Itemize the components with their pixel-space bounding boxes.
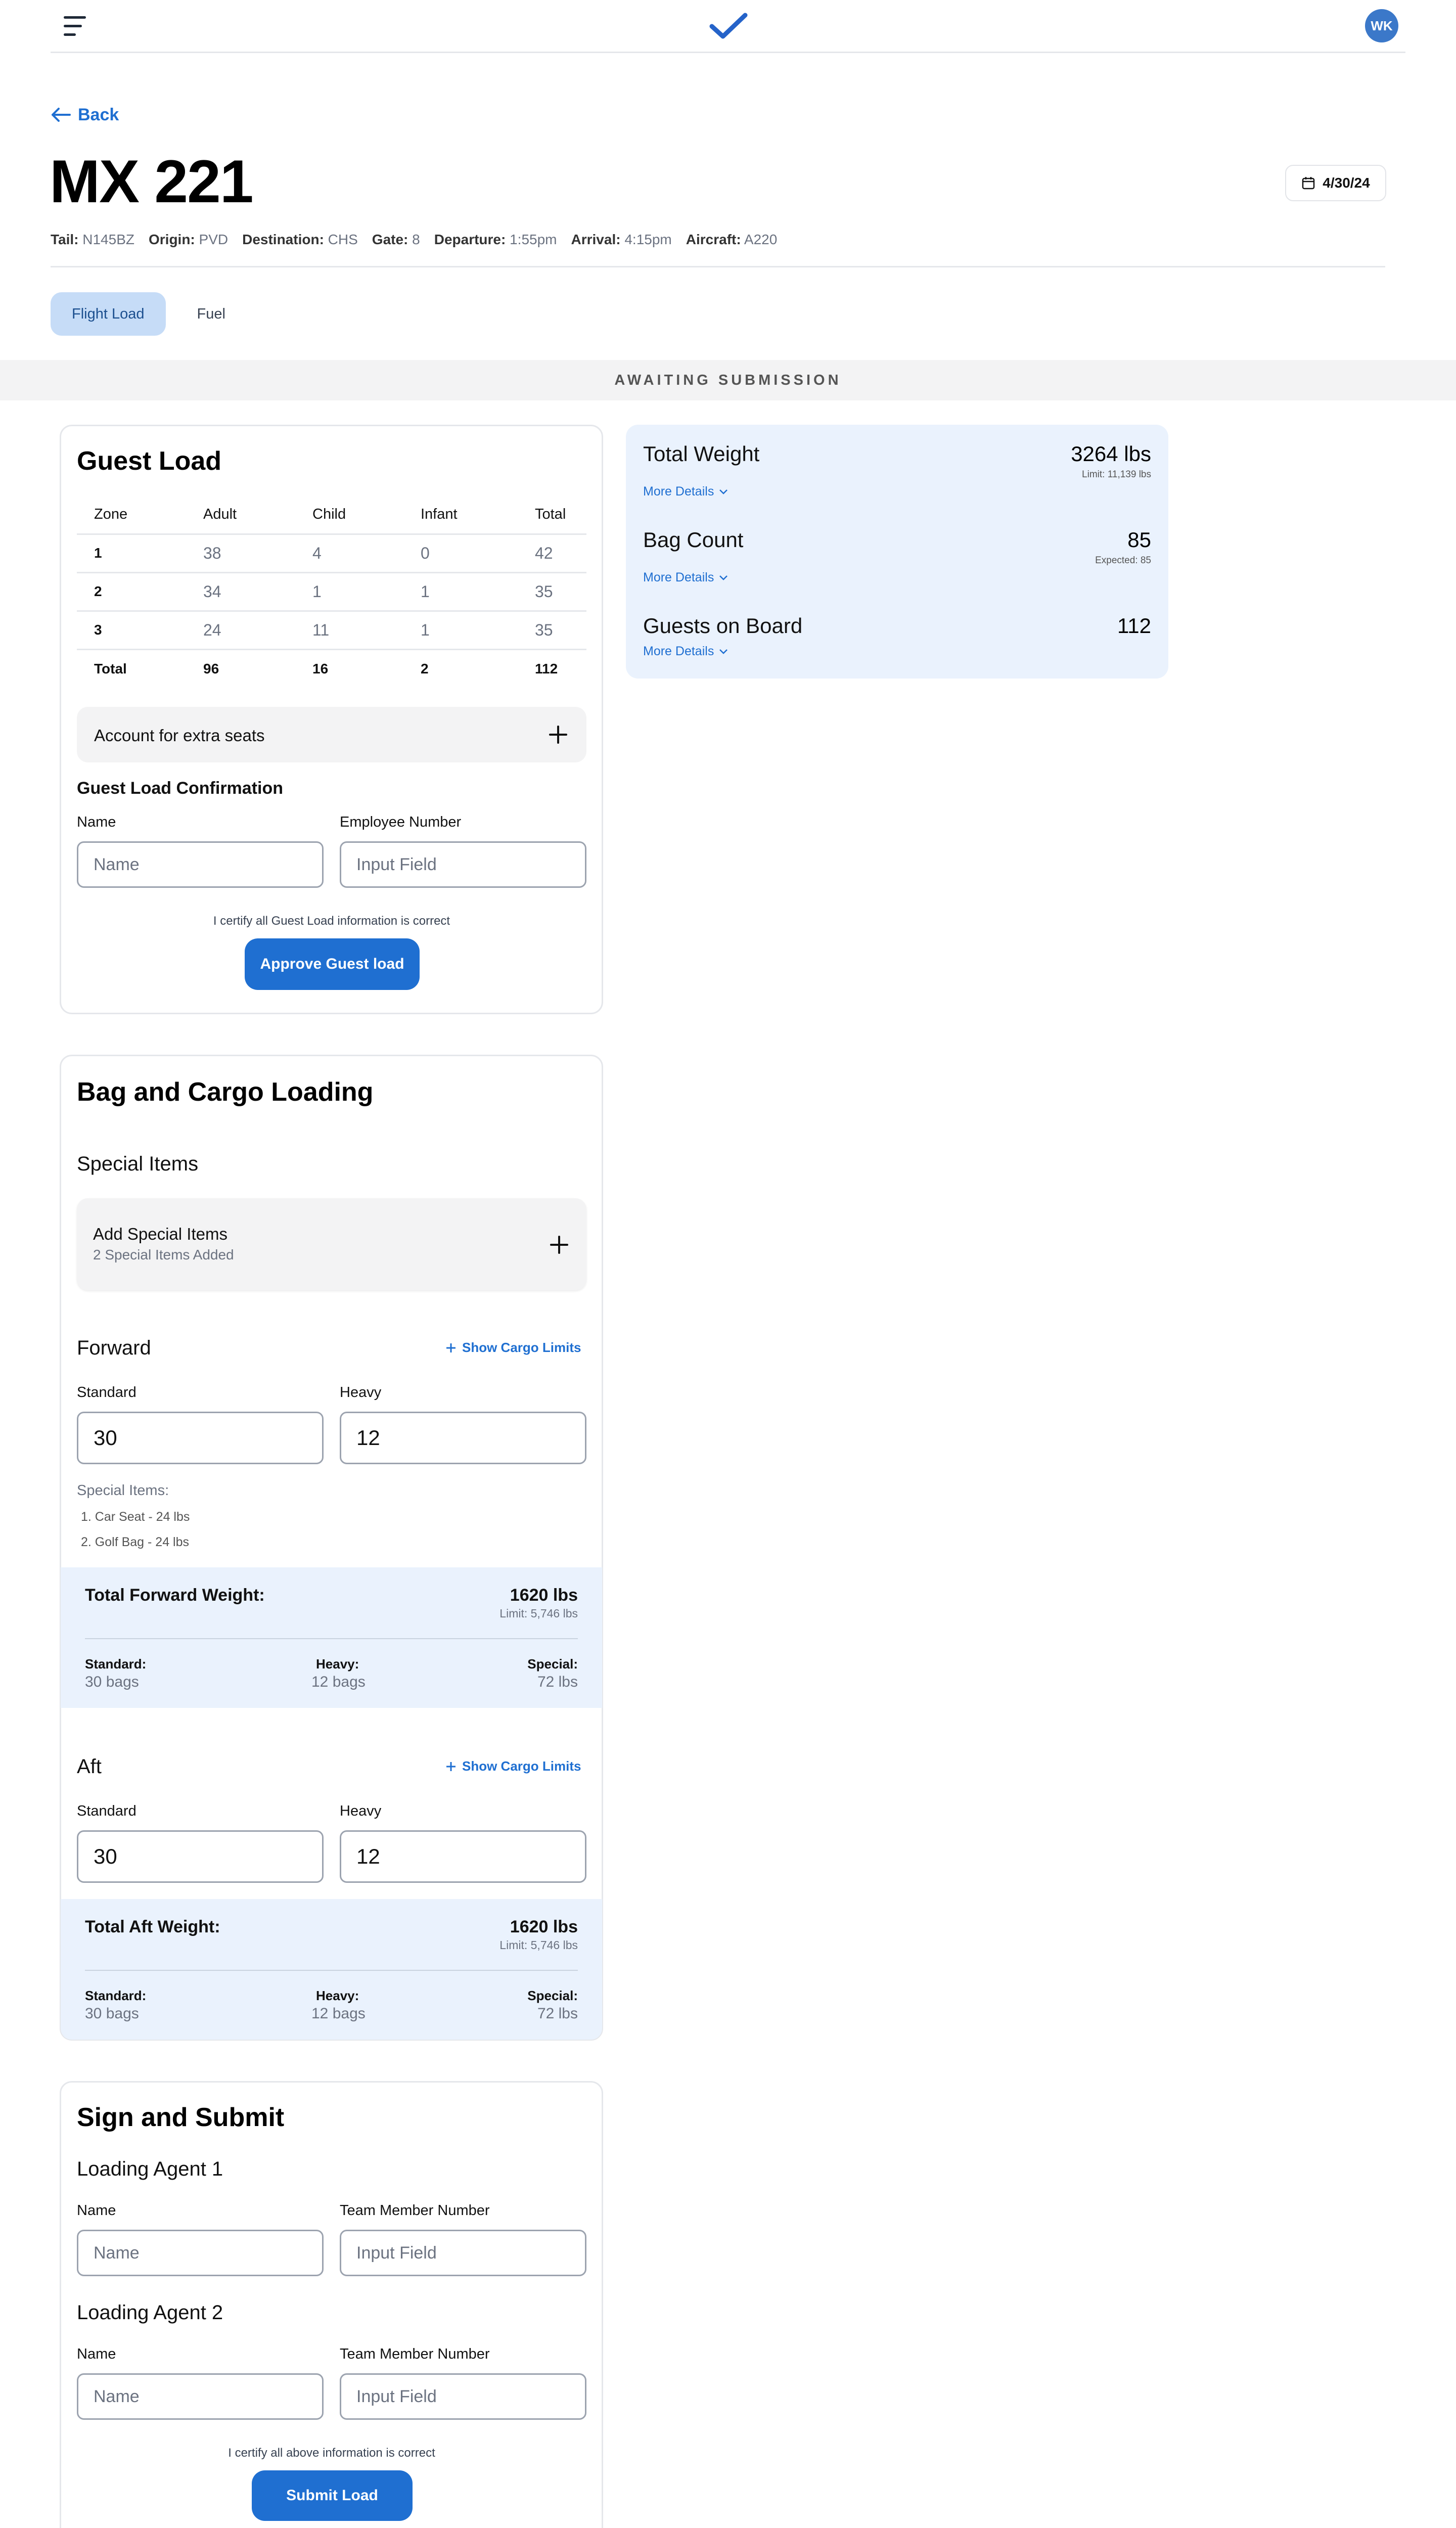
zone-cell: 3: [77, 611, 186, 649]
total-cell: 35: [518, 611, 586, 649]
total-cell: 42: [518, 534, 586, 572]
approve-guest-load-button[interactable]: Approve Guest load: [245, 938, 420, 990]
meta-divider: [51, 266, 1385, 267]
aft-weight-label: Total Aft Weight:: [85, 1917, 220, 1936]
forward-show-limits[interactable]: [445, 1340, 581, 1356]
flight-meta-item: [434, 232, 557, 248]
flight-meta-item: [149, 232, 228, 248]
forward-standard-label: Standard: [77, 1384, 136, 1401]
cargo-title: Bag and Cargo Loading: [77, 1077, 374, 1107]
table-header-row: [77, 495, 586, 534]
total-weight-details-toggle[interactable]: [643, 484, 728, 499]
agent2-name-label: Name: [77, 2346, 116, 2362]
avatar[interactable]: WK: [1365, 9, 1398, 42]
special-items-count: 2 Special Items Added: [93, 1247, 234, 1262]
total-weight-label: Total Weight: [643, 442, 760, 466]
grand-total-cell: 112: [535, 660, 558, 676]
col-zone: Zone: [77, 495, 186, 534]
agent1-member-label: Team Member Number: [340, 2202, 490, 2219]
total-weight-value: 3264 lbs: [1071, 442, 1151, 466]
bag-count-label: Bag Count: [643, 528, 744, 552]
guests-on-board-value: 112: [1117, 614, 1151, 638]
aft-std-label: Standard:: [85, 1988, 147, 2003]
tab-fuel[interactable]: Fuel: [197, 305, 225, 322]
adult-cell: 38: [186, 534, 295, 572]
child-total-cell: 16: [312, 660, 329, 676]
flight-meta-label: Aircraft:: [686, 232, 741, 247]
child-cell: 1: [295, 572, 403, 611]
aft-standard-label: Standard: [77, 1803, 136, 1819]
table-total-row: [77, 649, 586, 688]
submit-load-button[interactable]: Submit Load: [252, 2470, 413, 2521]
total-weight-limit: Limit: 11,139 lbs: [1082, 469, 1151, 480]
flight-meta-value: 4:15pm: [624, 232, 672, 247]
top-bar: [0, 0, 1456, 53]
date-picker[interactable]: [1285, 165, 1386, 201]
aft-title: Aft: [77, 1755, 102, 1778]
aft-heavy-sum-label: Heavy:: [316, 1988, 359, 2003]
add-special-items-toggle[interactable]: [77, 1198, 586, 1290]
guests-details-toggle[interactable]: [643, 644, 728, 659]
add-special-items-label: Add Special Items: [93, 1225, 228, 1243]
agent1-title: Loading Agent 1: [77, 2158, 223, 2180]
aft-heavy-label: Heavy: [340, 1803, 382, 1819]
flight-meta: [51, 232, 777, 248]
flight-meta-value: A220: [744, 232, 778, 247]
forward-heavy-input[interactable]: 12: [340, 1412, 586, 1464]
forward-std-value: 30 bags: [85, 1674, 139, 1690]
agent2-member-label: Team Member Number: [340, 2346, 490, 2362]
flight-meta-label: Departure:: [434, 232, 506, 247]
show-limits-label: Show Cargo Limits: [462, 1340, 581, 1355]
flight-meta-label: Arrival:: [571, 232, 621, 247]
forward-special-item: 1. Car Seat - 24 lbs: [81, 1510, 190, 1524]
col-total: Total: [518, 495, 586, 534]
flight-meta-value: 1:55pm: [510, 232, 557, 247]
flight-meta-value: 8: [412, 232, 420, 247]
table-row: [77, 611, 586, 649]
zone-cell: 1: [77, 534, 186, 572]
menu-icon[interactable]: [64, 16, 86, 36]
guest-load-table: [77, 495, 586, 688]
agent2-member-field[interactable]: Input Field: [340, 2373, 586, 2420]
status-banner: AWAITING SUBMISSION: [0, 360, 1456, 400]
agent2-title: Loading Agent 2: [77, 2301, 223, 2324]
col-infant: Infant: [403, 495, 518, 534]
submit-certify-text: I certify all above information is correct: [228, 2446, 435, 2460]
aft-standard-input[interactable]: 30: [77, 1830, 324, 1883]
agent1-member-field[interactable]: Input Field: [340, 2230, 586, 2276]
total-cell: 35: [518, 572, 586, 611]
forward-special-sum-value: 72 lbs: [537, 1674, 578, 1690]
flight-meta-value: CHS: [328, 232, 358, 247]
forward-heavy-label: Heavy: [340, 1384, 382, 1401]
extra-seats-label: Account for extra seats: [94, 726, 265, 745]
aft-std-value: 30 bags: [85, 2005, 139, 2022]
col-child: Child: [295, 495, 403, 534]
tab-bar: [51, 292, 247, 336]
back-label: Back: [78, 105, 119, 124]
zone-cell: 2: [77, 572, 186, 611]
show-limits-label: Show Cargo Limits: [462, 1758, 581, 1774]
table-row: [77, 534, 586, 572]
date-value: 4/30/24: [1323, 175, 1370, 191]
guest-name-label: Name: [77, 814, 116, 830]
flight-meta-label: Origin:: [148, 232, 195, 247]
tab-flight-load[interactable]: Flight Load: [51, 292, 166, 336]
guests-on-board-label: Guests on Board: [643, 614, 803, 638]
plus-icon: [445, 1342, 457, 1354]
page-title: MX 221: [50, 148, 253, 215]
forward-weight-divider: [85, 1638, 578, 1639]
flight-meta-item: [571, 232, 672, 248]
forward-special-items-label: Special Items:: [77, 1482, 169, 1499]
forward-heavy-sum-label: Heavy:: [316, 1656, 359, 1672]
header-divider: [51, 52, 1405, 53]
guest-load-title: Guest Load: [77, 446, 222, 476]
aft-weight-panel: [61, 1899, 602, 2040]
aft-weight-value: 1620 lbs: [510, 1917, 578, 1936]
flight-meta-label: Gate:: [372, 232, 408, 247]
forward-special-item: 2. Golf Bag - 24 lbs: [81, 1535, 190, 1549]
forward-weight-limit: Limit: 5,746 lbs: [499, 1607, 578, 1620]
infant-total-cell: 2: [421, 660, 429, 676]
infant-cell: 0: [403, 534, 518, 572]
adult-total-cell: 96: [203, 660, 219, 676]
flight-meta-item: [51, 232, 134, 248]
forward-heavy-sum-value: 12 bags: [311, 1674, 366, 1690]
aft-weight-divider: [85, 1970, 578, 1971]
employee-number-label: Employee Number: [340, 814, 462, 830]
agent1-name-label: Name: [77, 2202, 116, 2219]
child-cell: 11: [295, 611, 403, 649]
aft-special-sum-label: Special:: [527, 1988, 578, 2003]
forward-std-label: Standard:: [85, 1656, 147, 1672]
aft-heavy-sum-value: 12 bags: [311, 2005, 366, 2022]
summary-panel: [626, 425, 1168, 679]
forward-weight-panel: [61, 1567, 602, 1708]
forward-weight-value: 1620 lbs: [510, 1586, 578, 1605]
back-link[interactable]: [51, 102, 119, 127]
forward-weight-label: Total Forward Weight:: [85, 1586, 265, 1605]
details-label: More Details: [643, 484, 714, 499]
special-items-title: Special Items: [77, 1153, 199, 1175]
child-cell: 4: [295, 534, 403, 572]
plus-icon: [445, 1760, 457, 1773]
bag-count-value: 85: [1127, 528, 1151, 552]
calendar-icon: [1301, 176, 1315, 190]
adult-cell: 34: [186, 572, 295, 611]
bag-count-expected: Expected: 85: [1095, 555, 1151, 566]
flight-meta-label: Destination:: [242, 232, 324, 247]
flight-meta-item: [242, 232, 358, 248]
flight-meta-item: [686, 232, 778, 248]
forward-special-sum-label: Special:: [527, 1656, 578, 1672]
employee-number-field[interactable]: Input Field: [340, 841, 586, 888]
details-label: More Details: [643, 570, 714, 584]
arrow-left-icon: [51, 107, 71, 122]
chevron-down-icon: [719, 649, 728, 655]
plus-icon: [549, 726, 567, 744]
aft-show-limits[interactable]: [445, 1758, 581, 1774]
checkmark-logo-icon: [708, 11, 748, 41]
chevron-down-icon: [719, 489, 728, 495]
agent1-name-field[interactable]: Name: [77, 2230, 324, 2276]
flight-meta-label: Tail:: [51, 232, 79, 247]
flight-meta-item: [372, 232, 420, 248]
aft-special-sum-value: 72 lbs: [537, 2005, 578, 2022]
plus-icon: [550, 1236, 568, 1254]
infant-cell: 1: [403, 611, 518, 649]
forward-title: Forward: [77, 1337, 151, 1359]
aft-heavy-input[interactable]: 12: [340, 1830, 586, 1883]
flight-meta-value: PVD: [199, 232, 229, 247]
aft-weight-limit: Limit: 5,746 lbs: [499, 1938, 578, 1952]
guest-confirmation-title: Guest Load Confirmation: [77, 779, 283, 798]
table-row: [77, 572, 586, 611]
forward-standard-input[interactable]: 30: [77, 1412, 324, 1464]
guest-certify-text: I certify all Guest Load information is correct: [213, 914, 450, 928]
infant-cell: 1: [403, 572, 518, 611]
extra-seats-toggle[interactable]: [77, 707, 586, 762]
flight-meta-value: N145BZ: [82, 232, 134, 247]
details-label: More Details: [643, 644, 714, 658]
agent2-name-field[interactable]: Name: [77, 2373, 324, 2420]
bag-count-details-toggle[interactable]: [643, 570, 728, 585]
col-adult: Adult: [186, 495, 295, 534]
chevron-down-icon: [719, 575, 728, 581]
sign-submit-title: Sign and Submit: [77, 2103, 285, 2132]
adult-cell: 24: [186, 611, 295, 649]
guest-name-field[interactable]: Name: [77, 841, 324, 888]
total-label-cell: Total: [94, 660, 127, 676]
